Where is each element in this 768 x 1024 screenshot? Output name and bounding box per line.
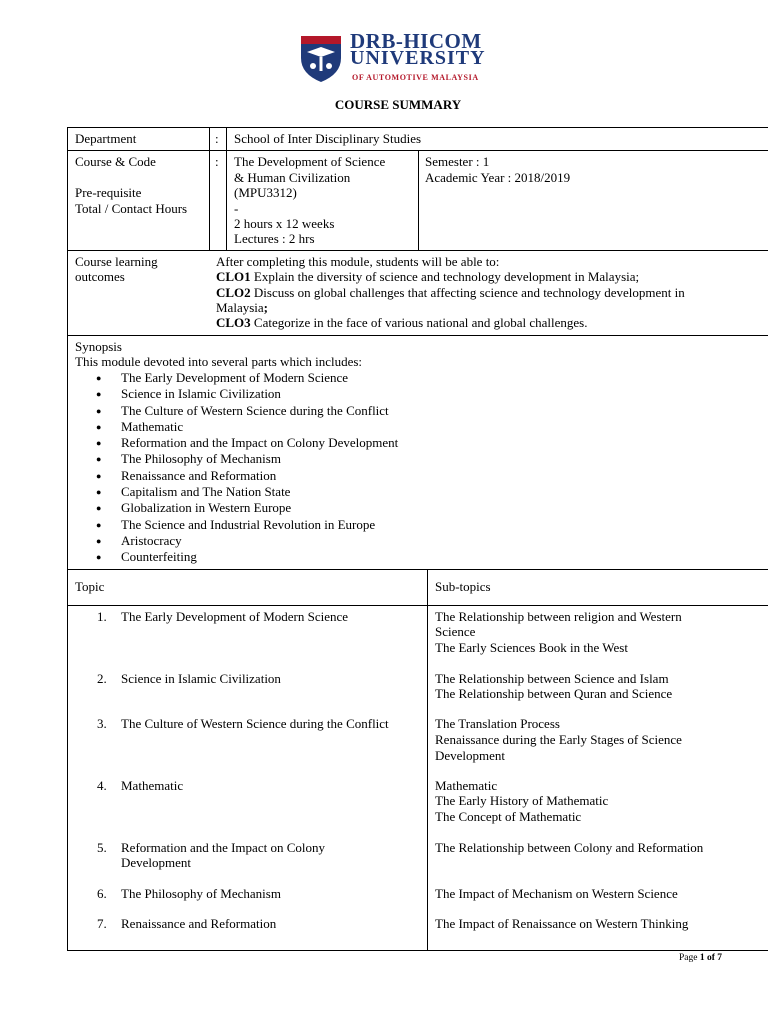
subtopic-line: The Relationship between religion and Western: [435, 609, 682, 624]
synopsis-item: Capitalism and The Nation State: [121, 484, 291, 499]
bullet-icon: ●: [96, 373, 102, 383]
synopsis-item: The Philosophy of Mechanism: [121, 451, 281, 466]
clo-text: Malaysia: [216, 300, 264, 315]
semester-value: Semester : 1: [425, 154, 490, 169]
subtopic-line: Development: [435, 748, 506, 763]
clo-text: Explain the diversity of science and technology development in Malaysia;: [250, 269, 640, 284]
prerequisite-label: Pre-requisite: [75, 185, 142, 200]
prerequisite-value: -: [234, 201, 239, 216]
logo-tagline: OF AUTOMOTIVE MALAYSIA: [352, 73, 479, 82]
topic-title: The Philosophy of Mechanism: [121, 886, 281, 901]
logo-wordmark-line1: DRB-HICOM: [350, 29, 482, 53]
course-name-line: & Human Civilization: [234, 170, 351, 185]
subtopic-line: The Impact of Mechanism on Western Science: [435, 886, 678, 901]
outcomes-label: outcomes: [75, 269, 125, 284]
table-rule: [67, 569, 768, 570]
topic-column-header: Topic: [75, 579, 105, 594]
colon-separator: :: [215, 131, 219, 146]
subtopic-line: The Relationship between Colony and Reformation: [435, 840, 704, 855]
university-crest-icon: [298, 30, 344, 84]
total-pages: 7: [717, 953, 722, 963]
subtopic-line: The Concept of Mathematic: [435, 809, 582, 824]
synopsis-intro: This module devoted into several parts which includes:: [75, 354, 363, 369]
bullet-icon: ●: [96, 406, 102, 416]
subtopic-line: The Relationship between Quran and Science: [435, 686, 673, 701]
clo-item: [216, 285, 685, 301]
bullet-icon: ●: [96, 389, 102, 399]
synopsis-item: Renaissance and Reformation: [121, 468, 277, 483]
bullet-icon: ●: [96, 487, 102, 497]
bullet-icon: ●: [96, 552, 102, 562]
university-logo: [298, 30, 498, 86]
clo-text: Discuss on global challenges that affecting science and technology development in: [250, 285, 685, 300]
subtopic-line: The Translation Process: [435, 716, 560, 731]
subtopic-line: Renaissance during the Early Stages of Science: [435, 732, 682, 747]
table-rule: [67, 335, 768, 336]
table-divider: [418, 150, 419, 250]
bullet-icon: ●: [96, 438, 102, 448]
clo-code: CLO3: [216, 315, 251, 330]
synopsis-heading: Synopsis: [75, 339, 122, 354]
clo-code: CLO1: [216, 269, 251, 284]
table-rule: [67, 605, 768, 606]
topic-title: Development: [121, 855, 192, 870]
department-value: School of Inter Disciplinary Studies: [234, 131, 422, 146]
clo-text: Categorize in the face of various national and global challenges.: [250, 315, 588, 330]
table-divider: [226, 127, 227, 250]
topic-title: Science in Islamic Civilization: [121, 671, 281, 686]
topic-title: Reformation and the Impact on Colony: [121, 840, 325, 855]
bullet-icon: ●: [96, 520, 102, 530]
synopsis-item: Mathematic: [121, 419, 184, 434]
bullet-icon: ●: [96, 536, 102, 546]
colon-separator: :: [215, 154, 219, 169]
topic-number: 5.: [97, 840, 107, 855]
page-number: [679, 951, 722, 967]
page-of-word: of: [704, 953, 718, 963]
topic-number: 4.: [97, 778, 107, 793]
subtopic-line: The Early History of Mathematic: [435, 793, 609, 808]
lecture-hours-value: Lectures : 2 hrs: [234, 231, 315, 246]
topic-title: Mathematic: [121, 778, 184, 793]
synopsis-item: Science in Islamic Civilization: [121, 386, 281, 401]
clo-code: CLO2: [216, 285, 251, 300]
contact-hours-value: 2 hours x 12 weeks: [234, 216, 335, 231]
synopsis-item: Counterfeiting: [121, 549, 197, 564]
bullet-icon: ●: [96, 454, 102, 464]
contact-hours-label: Total / Contact Hours: [75, 201, 188, 216]
page-word: Page: [678, 953, 700, 963]
synopsis-item: The Early Development of Modern Science: [121, 370, 349, 385]
clo-item: [216, 269, 639, 285]
course-name-line: The Development of Science: [234, 154, 386, 169]
current-page: 1: [699, 953, 705, 963]
topic-number: 7.: [97, 916, 107, 931]
synopsis-item: The Science and Industrial Revolution in Europe: [121, 517, 376, 532]
subtopic-line: Mathematic: [435, 778, 498, 793]
subtopic-line: The Impact of Renaissance on Western Thinking: [435, 916, 689, 931]
topic-number: 6.: [97, 886, 107, 901]
synopsis-item: Reformation and the Impact on Colony Development: [121, 435, 399, 450]
department-label: Department: [75, 131, 137, 146]
subtopic-line: The Relationship between Science and Islam: [435, 671, 669, 686]
subtopic-line: The Early Sciences Book in the West: [435, 640, 628, 655]
synopsis-item: The Culture of Western Science during the Conflict: [121, 403, 389, 418]
topic-number: 1.: [97, 609, 107, 624]
bullet-icon: ●: [96, 503, 102, 513]
logo-wordmark-line2: UNIVERSITY: [350, 47, 486, 69]
subtopic-line: Science: [435, 624, 476, 639]
topic-title: The Culture of Western Science during the Conflict: [121, 716, 389, 731]
topic-number: 2.: [97, 671, 107, 686]
bullet-icon: ●: [96, 471, 102, 481]
table-divider: [209, 127, 210, 250]
topic-title: The Early Development of Modern Science: [121, 609, 349, 624]
clo-item: [216, 315, 587, 331]
academic-year-value: Academic Year : 2018/2019: [425, 170, 571, 185]
document-title: COURSE SUMMARY: [334, 97, 462, 112]
clo-item-continuation: [216, 300, 268, 316]
subtopic-column-header: Sub-topics: [435, 579, 491, 594]
topic-number: 3.: [97, 716, 107, 731]
course-code-value: (MPU3312): [234, 185, 297, 200]
bullet-icon: ●: [96, 422, 102, 432]
course-code-label: Course & Code: [75, 154, 156, 169]
topic-title: Renaissance and Reformation: [121, 916, 277, 931]
synopsis-item: Aristocracy: [121, 533, 182, 548]
table-divider: [427, 569, 428, 951]
synopsis-item: Globalization in Western Europe: [121, 500, 292, 515]
clo-end-mark: ;: [263, 300, 268, 315]
outcomes-intro: After completing this module, students will be able to:: [216, 254, 500, 269]
outcomes-label: Course learning: [75, 254, 158, 269]
table-rule: [67, 250, 768, 251]
